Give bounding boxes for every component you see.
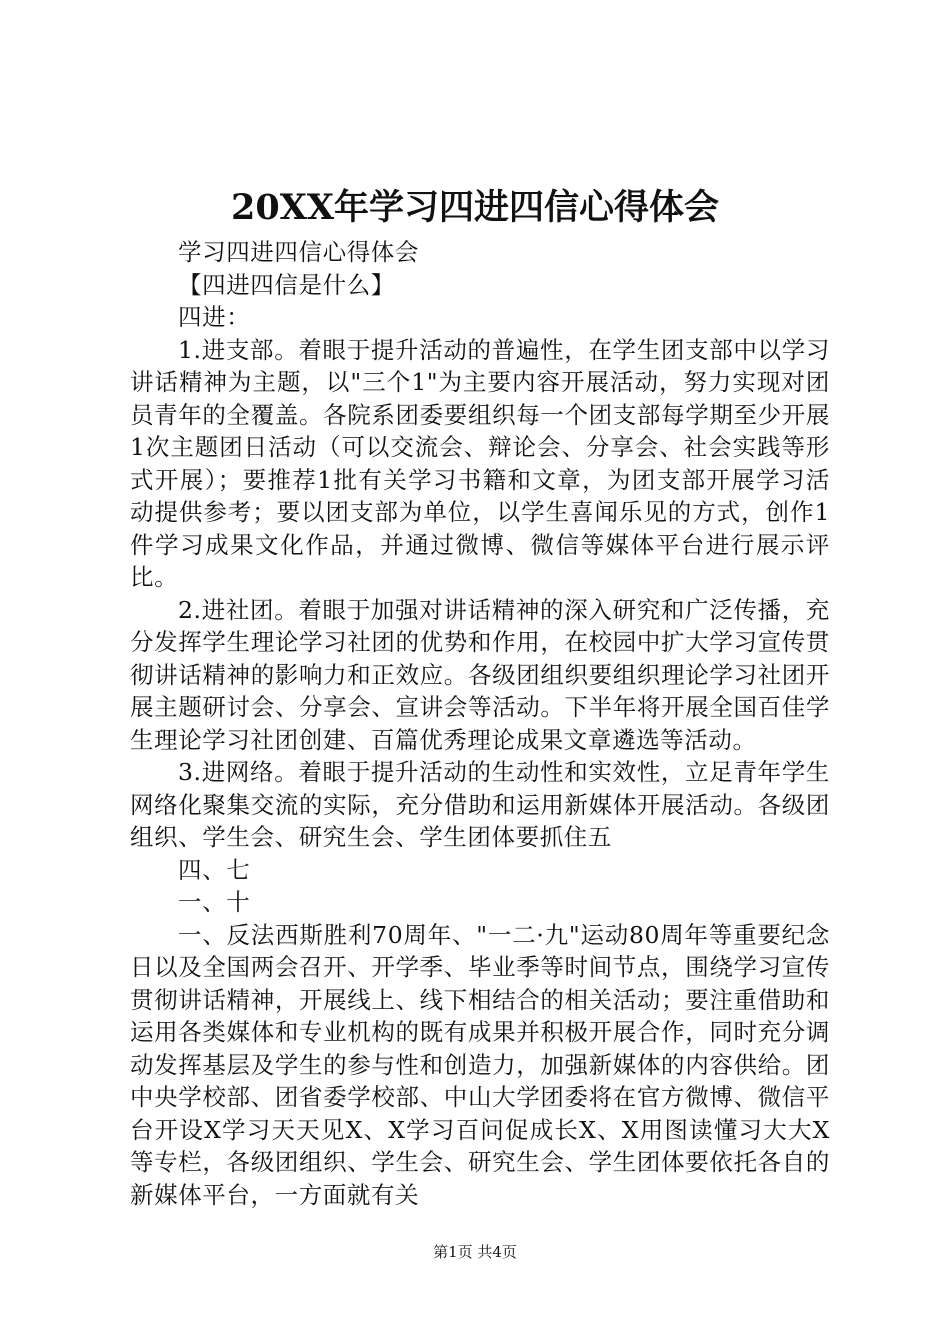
paragraph-date-fragment-2: 一、十	[178, 888, 251, 916]
paragraph-subtitle: 学习四进四信心得体会	[178, 238, 419, 266]
paragraph-four-entries-label: 四进：	[178, 303, 251, 331]
page-footer: 第1页 共4页	[433, 1243, 517, 1261]
document-body	[130, 236, 830, 1211]
paragraph-item-3: 3.进网络。着眼于提升活动的生动性和实效性，立足青年学生网络化聚集交流的实际，充分借助和运用新媒体开展活动。各级团组织、学生会、研究生会、学生团体要抓住五	[130, 758, 830, 851]
paragraph-item-1: 1.进支部。着眼于提升活动的普遍性，在学生团支部中以学习讲话精神为主题，以"三个1"为主要内容开展活动，努力实现对团员青年的全覆盖。各院系团委要组织每一个团支部每学期至少开展1次主题团日活动（可以交流会、辩论会、分享会、社会实践等形式开展）；要推荐1批有关学习书籍和文章，为团支部开展学习活动提供参考；要以团支部为单位，以学生喜闻乐见的方式，创作1件学习成果文化作品，并通过微博、微信等媒体平台进行展示评比。	[130, 335, 830, 591]
paragraph-continuation: 一、反法西斯胜利70周年、"一二·九"运动80周年等重要纪念日以及全国两会召开、开学季、毕业季等时间节点，围绕学习宣传贯彻讲话精神，开展线上、线下相结合的相关活动；要注重借助和运用各类媒体和专业机构的既有成果并积极开展合作，同时充分调动发挥基层及学生的参与性和创造力，加强新媒体的内容供给。团中央学校部、团省委学校部、中山大学团委将在官方微博、微信平台开设X学习天天见X、X学习百问促成长X、X用图读懂习大大X等专栏，各级团组织、学生会、研究生会、学生团体要依托各自的新媒体平台，一方面就有关	[130, 920, 830, 1209]
paragraph-item-2: 2.进社团。着眼于加强对讲话精神的深入研究和广泛传播，充分发挥学生理论学习社团的优势和作用，在校园中扩大学习宣传贯彻讲话精神的影响力和正效应。各级团组织要组织理论学习社团开展主题研讨会、分享会、宣讲会等活动。下半年将开展全国百佳学生理论学习社团创建、百篇优秀理论成果文章遴选等活动。	[130, 595, 830, 754]
paragraph-section-heading: 【四进四信是什么】	[178, 270, 395, 299]
paragraph-date-fragment-1: 四、七	[178, 855, 251, 884]
document-title: 20XX年学习四进四信心得体会	[230, 187, 720, 228]
